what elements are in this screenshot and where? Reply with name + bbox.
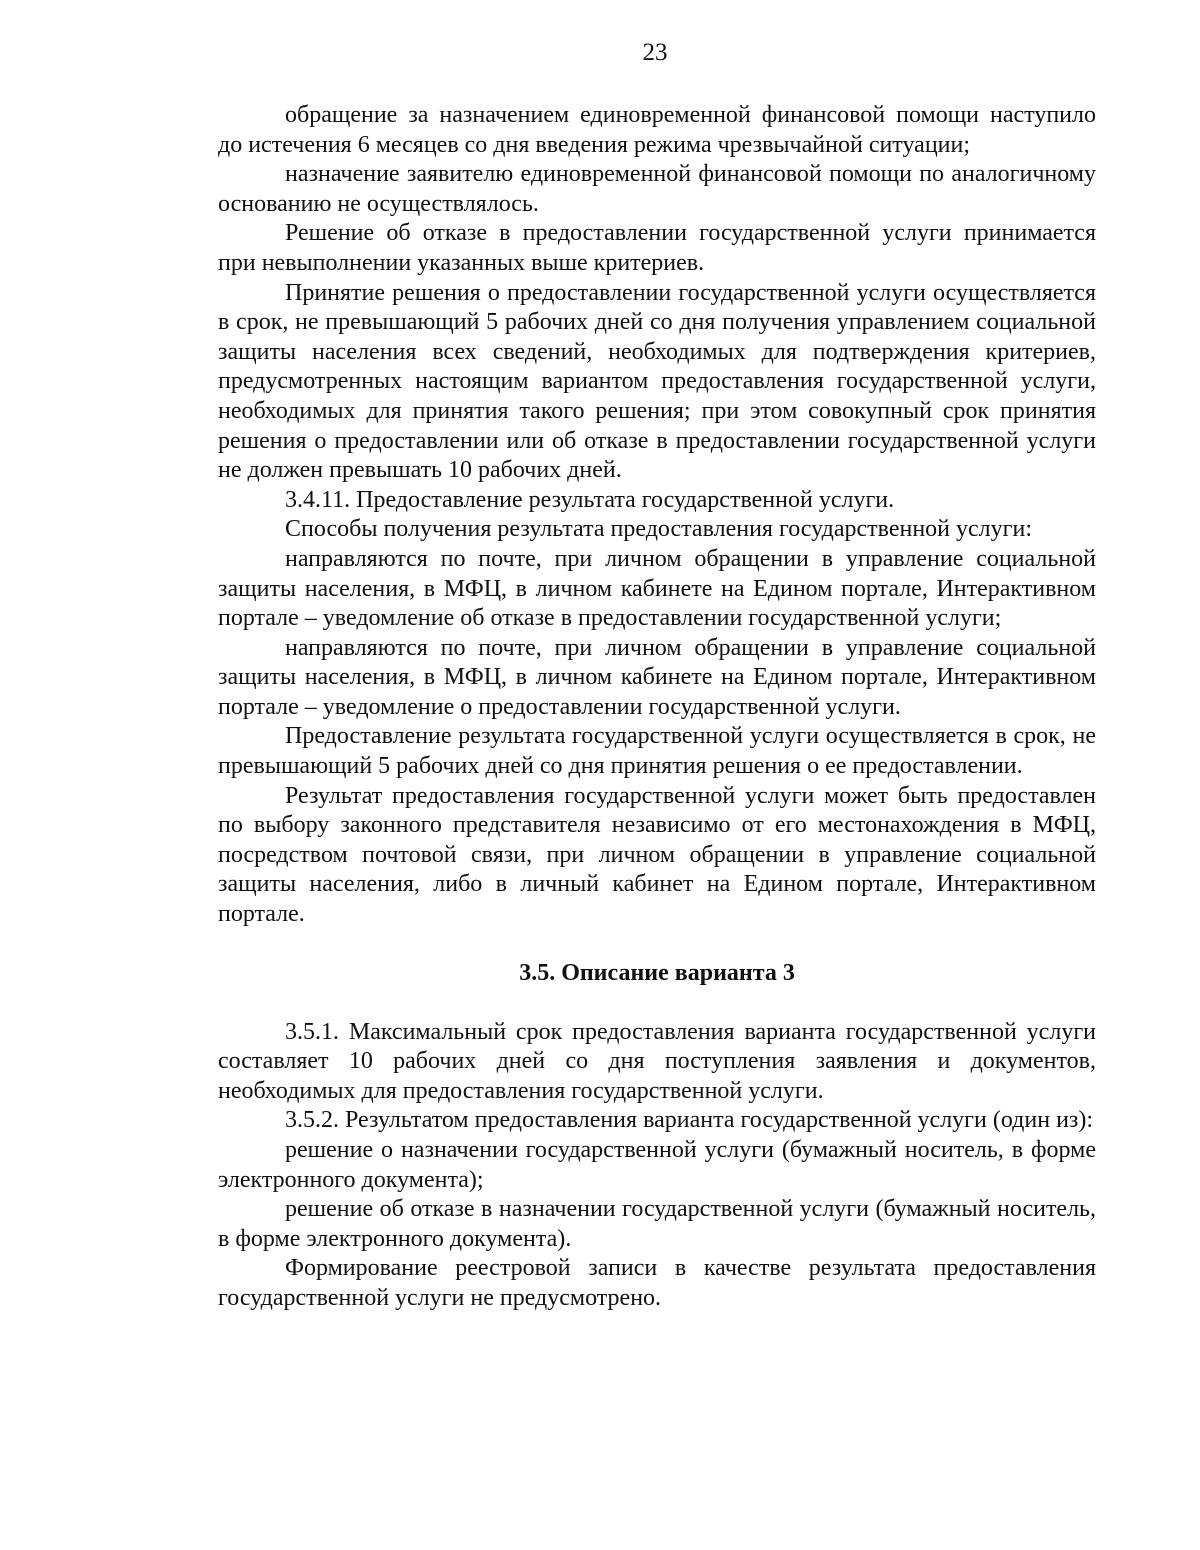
paragraph: 3.5.1. Максимальный срок предоставления варианта государственной услуги составляет 10 рабочих дней со дня поступления заявления и документов, необходимых для предоставления государственной услуги. [218,1018,1096,1104]
paragraph: решение о назначении государственной услуги (бумажный носитель, в форме электронного документа); [218,1137,1096,1193]
section-heading: 3.5. Описание варианта 3 [519,959,795,986]
paragraph: направляются по почте, при личном обращении в управление социальной защиты населения, в МФЦ, в личном кабинете на Едином портале, Интерактивном портале – уведомление о предоставлении государственной услуги. [218,634,1096,720]
paragraph: направляются по почте, при личном обращении в управление социальной защиты населения, в МФЦ, в личном кабинете на Едином портале, Интерактивном портале – уведомление об отказе в предоставлении государственной услуги; [218,545,1096,632]
paragraph: обращение за назначением единовременной финансовой помощи наступило до истечения 6 месяцев со дня введения режима чрезвычайной ситуации; [218,102,1096,158]
paragraph: Формирование реестровой записи в качестве результата предоставления государственной услуги не предусмотрено. [218,1255,1096,1311]
document-body [218,101,1096,1314]
paragraph: Результат предоставления государственной услуги может быть предоставлен по выбору законного представителя независимо от его местонахождения в МФЦ, посредством почтовой связи, при личном обращении в управление социальной защиты населения, либо в личный кабинет на Едином портале, Интерактивном портале. [218,782,1096,928]
paragraph: Принятие решения о предоставлении государственной услуги осуществляется в срок, не превышающий 5 рабочих дней со дня получения управлением социальной защиты населения всех сведений, необходимых для подтверждения критериев, предусмотренных настоящим вариантом предоставления государственной услуги, необходимых для принятия такого решения; при этом совокупный срок принятия решения о предоставлении или об отказе в предоставлении государственной услуги не должен превышать 10 рабочих дней. [218,279,1096,484]
paragraph: Предоставление результата государственной услуги осуществляется в срок, не превышающий 5 рабочих дней со дня принятия решения о ее предоставлении. [218,723,1096,780]
paragraph: назначение заявителю единовременной финансовой помощи по аналогичному основанию не осуществлялось. [218,161,1096,217]
paragraph: 3.4.11. Предоставление результата государственной услуги. [285,486,895,513]
paragraph: решение об отказе в назначении государственной услуги (бумажный носитель, в форме электронного документа). [218,1196,1096,1252]
paragraph: 3.5.2. Результатом предоставления варианта государственной услуги (один из): [285,1107,1094,1134]
paragraph: Способы получения результата предоставления государственной услуги: [285,516,1032,543]
page-number: 23 [642,39,668,66]
paragraph: Решение об отказе в предоставлении государственной услуги принимается при невыполнении указанных выше критериев. [218,220,1096,276]
